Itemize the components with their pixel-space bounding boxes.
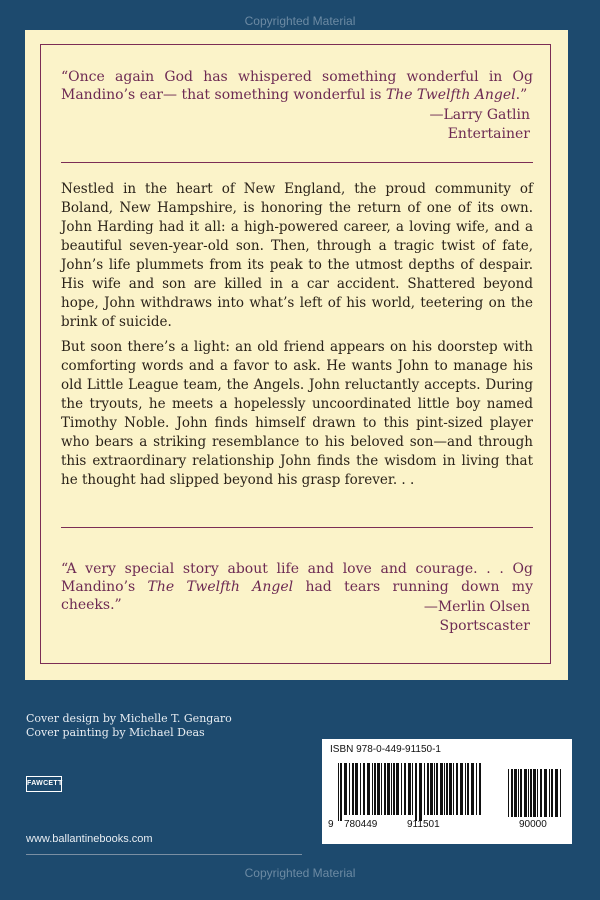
barcode-bar	[476, 763, 477, 815]
barcode-bar	[344, 763, 347, 815]
barcode-bar	[360, 763, 361, 815]
barcode-bar	[471, 763, 474, 815]
quote-top-end: .”	[515, 87, 528, 103]
synopsis-paragraph-1: Nestled in the heart of New England, the proud community of Boland, New Hampshire, is honoring the return of one of its own. John Harding had it all: a high-powered career, a loving wife, and a beautiful seven-year-old son. Then, through a tragic twist of fate, John’s life plummets from its peak to the utmost depths of despair. His wife and son are killed in a car accident. Shattered beyond hope, John withdraws into what’s left of his world, teetering on the brink of suicide.	[61, 181, 533, 330]
barcode-bar	[396, 763, 399, 815]
barcode-bar	[427, 763, 429, 815]
synopsis-paragraph-2: But soon there’s a light: an old friend appears on his doorstep with comforting words and a favor to ask. He wants John to manage his old Little League team, the Angels. John reluctantly accepts. During the tryouts, he meets a hopelessly uncoordinated little boy named Timothy Noble. John finds himself drawn to this pint-sized player who bears a striking resemblance to his beloved son—and through this extraordinary relationship John finds the wisdom in living that he thought had slipped beyond his grasp forever. . .	[61, 339, 533, 488]
isbn-label: ISBN 978-0-449-91150-1	[330, 744, 441, 755]
quote-bottom-attribution	[424, 598, 530, 636]
attribution-role: Sportscaster	[439, 618, 530, 634]
barcode-bar	[467, 763, 469, 815]
divider-bottom	[61, 527, 533, 528]
barcode-bar	[453, 763, 454, 815]
quote-bottom-title: The Twelfth Angel	[147, 579, 294, 595]
quote-top-attribution	[429, 106, 530, 144]
barcode-bar	[440, 763, 443, 815]
attribution-name: —Merlin Olsen	[423, 599, 530, 615]
barcode-bar	[528, 769, 529, 817]
barcode-bar	[449, 763, 452, 815]
barcode-bar	[419, 763, 422, 821]
barcode-bar	[551, 769, 553, 817]
watermark-top: Copyrighted Material	[244, 14, 356, 28]
barcode-bar	[384, 763, 386, 815]
barcode-digits-left: 780449	[344, 819, 378, 830]
barcode-bar	[524, 769, 527, 817]
barcode-bar	[415, 763, 417, 821]
attribution-role: Entertainer	[447, 126, 530, 142]
barcode-bar	[560, 769, 561, 817]
quote-top-text: “Once again God has whispered something wonderful in Og Mandino’s ear— that something wonderful is	[61, 69, 533, 103]
barcode-bar	[367, 763, 370, 815]
cover-design-credit: Cover design by Michelle T. Gengaro	[26, 712, 232, 725]
barcode-bar	[508, 769, 509, 817]
barcode-bar	[549, 769, 550, 817]
barcode-bar	[444, 763, 445, 815]
cover-painting-credit: Cover painting by Michael Deas	[26, 726, 205, 739]
quote-top	[61, 68, 533, 104]
barcode-bar	[544, 769, 547, 817]
barcode-prefix-digit: 9	[328, 819, 334, 830]
barcode-bar	[434, 763, 435, 815]
barcode-bar	[424, 763, 425, 815]
barcode-bar	[530, 769, 532, 817]
barcode-bar	[338, 763, 339, 821]
back-cover-panel	[25, 30, 568, 680]
quote-bottom-end: had tears running down my cheeks.”	[61, 579, 533, 613]
barcode-bar	[349, 763, 350, 815]
attribution-name: —Larry Gatlin	[429, 107, 530, 123]
barcode-bar	[436, 763, 438, 815]
cover-credits	[26, 712, 232, 740]
barcode-bar	[387, 763, 390, 815]
publisher-website[interactable]: www.ballantinebooks.com	[26, 833, 153, 845]
barcode-bar	[377, 763, 380, 815]
barcode-bar	[479, 763, 481, 815]
website-underline	[26, 854, 302, 855]
barcode-bar	[465, 763, 466, 815]
barcode-bar	[408, 763, 411, 815]
barcode-addon-digits: 90000	[519, 819, 547, 830]
barcode-bar	[460, 763, 463, 815]
barcode-bar	[374, 763, 376, 815]
barcode-bar	[404, 763, 406, 815]
barcode-bar	[514, 769, 517, 817]
divider-top	[61, 162, 533, 163]
barcode-bar	[393, 763, 395, 815]
barcode-bar	[555, 769, 558, 817]
barcode-bar	[363, 763, 365, 815]
barcode-bar	[355, 763, 358, 815]
barcode-bar	[352, 763, 354, 815]
quote-top-title: The Twelfth Angel	[385, 87, 516, 103]
quote-bottom-text: “A very special story about life and love and courage. . . Og Mandino’s	[61, 561, 533, 595]
barcode-bar	[456, 763, 458, 815]
barcode-bar	[520, 769, 522, 817]
barcode-bar	[412, 763, 413, 815]
publisher-logo: FAWCETT	[26, 776, 62, 792]
barcode-bar	[372, 763, 373, 815]
barcode-bar	[391, 763, 392, 815]
barcode-bar	[340, 763, 342, 821]
watermark-bottom: Copyrighted Material	[244, 866, 356, 880]
barcode-bar	[533, 769, 536, 817]
barcode-bar	[511, 769, 513, 817]
barcode-bar	[381, 763, 382, 815]
barcode-digits-right: 911501	[407, 819, 440, 830]
barcode-bar	[537, 769, 538, 817]
barcode-box	[322, 739, 572, 844]
barcode-bar	[401, 763, 402, 815]
barcode-bar	[446, 763, 448, 815]
barcode-bar	[540, 769, 542, 817]
barcode-bar	[430, 763, 433, 815]
barcode-bar	[518, 769, 519, 817]
